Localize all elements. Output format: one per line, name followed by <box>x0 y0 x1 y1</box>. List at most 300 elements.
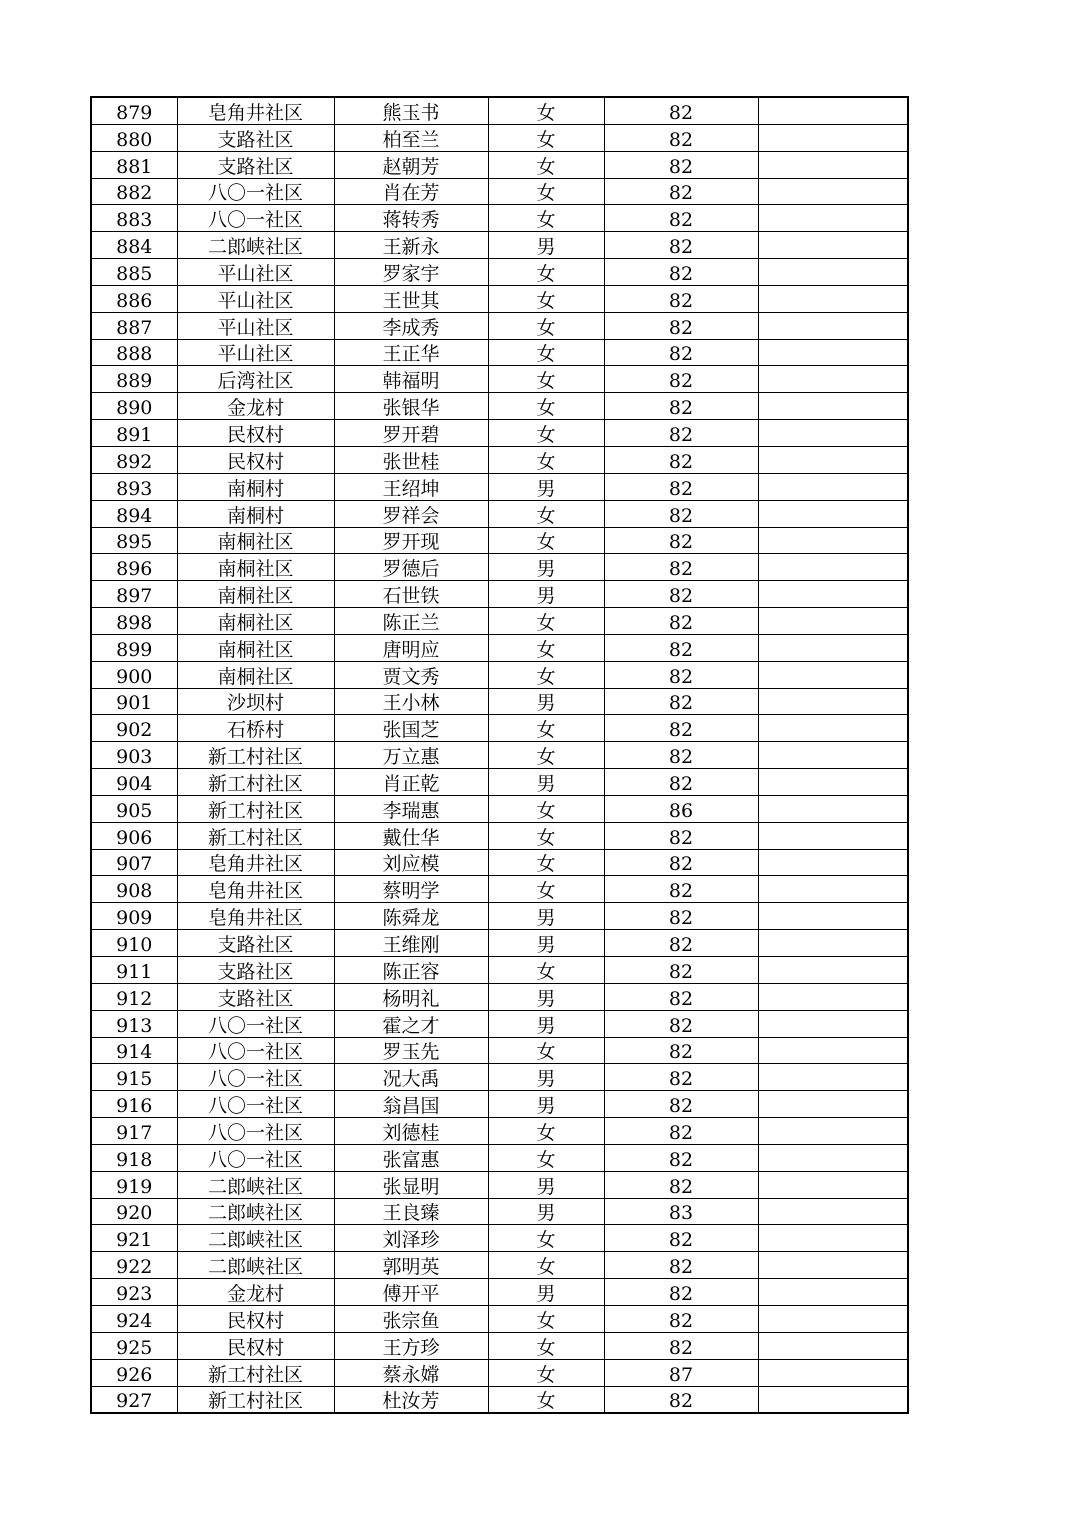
age-cell: 82 <box>604 930 758 957</box>
community-cell: 沙坝村 <box>177 688 334 715</box>
table-row <box>91 903 908 930</box>
age-cell: 82 <box>604 554 758 581</box>
name-cell: 王新永 <box>334 232 488 259</box>
gender-cell: 男 <box>488 1279 604 1306</box>
table-row <box>91 312 908 339</box>
name-cell: 蔡明学 <box>334 876 488 903</box>
note-cell <box>758 1144 908 1171</box>
row-number-cell: 883 <box>91 205 177 232</box>
community-cell: 南桐社区 <box>177 581 334 608</box>
row-number-cell: 926 <box>91 1359 177 1386</box>
age-cell: 82 <box>604 983 758 1010</box>
note-cell <box>758 97 908 124</box>
age-cell: 83 <box>604 1198 758 1225</box>
gender-cell: 女 <box>488 661 604 688</box>
community-cell: 八〇一社区 <box>177 205 334 232</box>
name-cell: 王正华 <box>334 339 488 366</box>
row-number-cell: 881 <box>91 151 177 178</box>
name-cell: 石世铁 <box>334 581 488 608</box>
row-number-cell: 914 <box>91 1037 177 1064</box>
note-cell <box>758 715 908 742</box>
age-cell: 82 <box>604 1252 758 1279</box>
note-cell <box>758 1305 908 1332</box>
name-cell: 王方珍 <box>334 1332 488 1359</box>
table-row <box>91 849 908 876</box>
community-cell: 新工村社区 <box>177 822 334 849</box>
name-cell: 罗开现 <box>334 527 488 554</box>
community-cell: 民权村 <box>177 420 334 447</box>
community-cell: 南桐村 <box>177 473 334 500</box>
community-cell: 皂角井社区 <box>177 849 334 876</box>
note-cell <box>758 178 908 205</box>
name-cell: 张富惠 <box>334 1144 488 1171</box>
row-number-cell: 925 <box>91 1332 177 1359</box>
name-cell: 杜汝芳 <box>334 1386 488 1413</box>
gender-cell: 女 <box>488 849 604 876</box>
table-row <box>91 1198 908 1225</box>
gender-cell: 女 <box>488 957 604 984</box>
gender-cell: 女 <box>488 795 604 822</box>
row-number-cell: 905 <box>91 795 177 822</box>
age-cell: 82 <box>604 822 758 849</box>
age-cell: 82 <box>604 661 758 688</box>
age-cell: 82 <box>604 1386 758 1413</box>
table-row <box>91 608 908 635</box>
table-row <box>91 446 908 473</box>
note-cell <box>758 1037 908 1064</box>
table-row <box>91 1386 908 1413</box>
community-cell: 支路社区 <box>177 983 334 1010</box>
row-number-cell: 893 <box>91 473 177 500</box>
name-cell: 傅开平 <box>334 1279 488 1306</box>
note-cell <box>758 742 908 769</box>
note-cell <box>758 1225 908 1252</box>
row-number-cell: 910 <box>91 930 177 957</box>
gender-cell: 男 <box>488 688 604 715</box>
name-cell: 陈舜龙 <box>334 903 488 930</box>
age-cell: 82 <box>604 634 758 661</box>
table-row <box>91 1305 908 1332</box>
row-number-cell: 896 <box>91 554 177 581</box>
table-row <box>91 554 908 581</box>
note-cell <box>758 1332 908 1359</box>
note-cell <box>758 581 908 608</box>
gender-cell: 女 <box>488 876 604 903</box>
gender-cell: 女 <box>488 446 604 473</box>
community-cell: 后湾社区 <box>177 366 334 393</box>
name-cell: 肖在芳 <box>334 178 488 205</box>
age-cell: 82 <box>604 1144 758 1171</box>
gender-cell: 女 <box>488 339 604 366</box>
row-number-cell: 924 <box>91 1305 177 1332</box>
table-row <box>91 500 908 527</box>
age-cell: 82 <box>604 393 758 420</box>
gender-cell: 男 <box>488 1171 604 1198</box>
note-cell <box>758 151 908 178</box>
note-cell <box>758 527 908 554</box>
table-row <box>91 1332 908 1359</box>
community-cell: 民权村 <box>177 1332 334 1359</box>
row-number-cell: 879 <box>91 97 177 124</box>
age-cell: 82 <box>604 903 758 930</box>
community-cell: 新工村社区 <box>177 795 334 822</box>
community-cell: 平山社区 <box>177 312 334 339</box>
name-cell: 李成秀 <box>334 312 488 339</box>
community-cell: 石桥村 <box>177 715 334 742</box>
community-cell: 平山社区 <box>177 339 334 366</box>
table-row <box>91 1252 908 1279</box>
community-cell: 南桐社区 <box>177 554 334 581</box>
name-cell: 罗开碧 <box>334 420 488 447</box>
name-cell: 张银华 <box>334 393 488 420</box>
community-cell: 八〇一社区 <box>177 1010 334 1037</box>
gender-cell: 女 <box>488 527 604 554</box>
row-number-cell: 909 <box>91 903 177 930</box>
table-row <box>91 957 908 984</box>
table-row <box>91 1144 908 1171</box>
community-cell: 南桐村 <box>177 500 334 527</box>
row-number-cell: 880 <box>91 124 177 151</box>
gender-cell: 女 <box>488 151 604 178</box>
name-cell: 刘应模 <box>334 849 488 876</box>
gender-cell: 男 <box>488 930 604 957</box>
name-cell: 杨明礼 <box>334 983 488 1010</box>
gender-cell: 女 <box>488 500 604 527</box>
age-cell: 82 <box>604 312 758 339</box>
note-cell <box>758 983 908 1010</box>
age-cell: 82 <box>604 232 758 259</box>
gender-cell: 女 <box>488 205 604 232</box>
name-cell: 张世桂 <box>334 446 488 473</box>
age-cell: 82 <box>604 688 758 715</box>
row-number-cell: 891 <box>91 420 177 447</box>
gender-cell: 女 <box>488 608 604 635</box>
gender-cell: 女 <box>488 178 604 205</box>
name-cell: 王维刚 <box>334 930 488 957</box>
age-cell: 82 <box>604 339 758 366</box>
table-row <box>91 983 908 1010</box>
community-cell: 八〇一社区 <box>177 1091 334 1118</box>
row-number-cell: 899 <box>91 634 177 661</box>
table-row <box>91 1359 908 1386</box>
name-cell: 罗祥会 <box>334 500 488 527</box>
name-cell: 戴仕华 <box>334 822 488 849</box>
gender-cell: 男 <box>488 581 604 608</box>
gender-cell: 女 <box>488 1332 604 1359</box>
community-cell: 八〇一社区 <box>177 1144 334 1171</box>
name-cell: 陈正兰 <box>334 608 488 635</box>
note-cell <box>758 1279 908 1306</box>
gender-cell: 女 <box>488 420 604 447</box>
community-cell: 南桐社区 <box>177 608 334 635</box>
table-row <box>91 1037 908 1064</box>
gender-cell: 男 <box>488 1198 604 1225</box>
note-cell <box>758 1198 908 1225</box>
gender-cell: 男 <box>488 554 604 581</box>
community-cell: 支路社区 <box>177 930 334 957</box>
name-cell: 张宗鱼 <box>334 1305 488 1332</box>
age-cell: 82 <box>604 608 758 635</box>
note-cell <box>758 124 908 151</box>
note-cell <box>758 608 908 635</box>
row-number-cell: 889 <box>91 366 177 393</box>
row-number-cell: 895 <box>91 527 177 554</box>
name-cell: 张显明 <box>334 1171 488 1198</box>
age-cell: 82 <box>604 97 758 124</box>
table-row <box>91 742 908 769</box>
gender-cell: 女 <box>488 1118 604 1145</box>
note-cell <box>758 795 908 822</box>
name-cell: 柏至兰 <box>334 124 488 151</box>
note-cell <box>758 1252 908 1279</box>
gender-cell: 男 <box>488 1064 604 1091</box>
name-cell: 罗家宇 <box>334 259 488 286</box>
name-cell: 刘泽珍 <box>334 1225 488 1252</box>
row-number-cell: 892 <box>91 446 177 473</box>
name-cell: 肖正乾 <box>334 769 488 796</box>
gender-cell: 女 <box>488 1359 604 1386</box>
row-number-cell: 885 <box>91 259 177 286</box>
gender-cell: 男 <box>488 983 604 1010</box>
note-cell <box>758 259 908 286</box>
community-cell: 支路社区 <box>177 957 334 984</box>
gender-cell: 女 <box>488 285 604 312</box>
name-cell: 刘德桂 <box>334 1118 488 1145</box>
gender-cell: 男 <box>488 769 604 796</box>
table-row <box>91 661 908 688</box>
row-number-cell: 897 <box>91 581 177 608</box>
age-cell: 82 <box>604 205 758 232</box>
note-cell <box>758 688 908 715</box>
age-cell: 82 <box>604 473 758 500</box>
gender-cell: 女 <box>488 124 604 151</box>
table-row <box>91 178 908 205</box>
table-row <box>91 876 908 903</box>
community-cell: 皂角井社区 <box>177 876 334 903</box>
gender-cell: 女 <box>488 1144 604 1171</box>
name-cell: 蔡永嫦 <box>334 1359 488 1386</box>
community-cell: 平山社区 <box>177 259 334 286</box>
gender-cell: 女 <box>488 1305 604 1332</box>
age-cell: 82 <box>604 581 758 608</box>
gender-cell: 女 <box>488 1225 604 1252</box>
table-row <box>91 97 908 124</box>
row-number-cell: 918 <box>91 1144 177 1171</box>
table-row <box>91 232 908 259</box>
name-cell: 霍之才 <box>334 1010 488 1037</box>
age-cell: 82 <box>604 957 758 984</box>
gender-cell: 女 <box>488 822 604 849</box>
gender-cell: 男 <box>488 232 604 259</box>
community-cell: 平山社区 <box>177 285 334 312</box>
table-row <box>91 205 908 232</box>
table-row <box>91 420 908 447</box>
note-cell <box>758 1118 908 1145</box>
note-cell <box>758 1064 908 1091</box>
name-cell: 罗德后 <box>334 554 488 581</box>
name-cell: 王小林 <box>334 688 488 715</box>
name-cell: 贾文秀 <box>334 661 488 688</box>
row-number-cell: 900 <box>91 661 177 688</box>
note-cell <box>758 312 908 339</box>
name-cell: 陈正容 <box>334 957 488 984</box>
note-cell <box>758 1091 908 1118</box>
row-number-cell: 906 <box>91 822 177 849</box>
table-row <box>91 366 908 393</box>
name-cell: 唐明应 <box>334 634 488 661</box>
age-cell: 82 <box>604 1010 758 1037</box>
note-cell <box>758 1359 908 1386</box>
age-cell: 82 <box>604 178 758 205</box>
note-cell <box>758 500 908 527</box>
table-row <box>91 930 908 957</box>
community-cell: 金龙村 <box>177 1279 334 1306</box>
table-row <box>91 124 908 151</box>
row-number-cell: 916 <box>91 1091 177 1118</box>
age-cell: 82 <box>604 1225 758 1252</box>
community-cell: 新工村社区 <box>177 1359 334 1386</box>
table-row <box>91 259 908 286</box>
name-cell: 蒋转秀 <box>334 205 488 232</box>
note-cell <box>758 769 908 796</box>
table-row <box>91 1225 908 1252</box>
community-cell: 民权村 <box>177 1305 334 1332</box>
table-row <box>91 393 908 420</box>
note-cell <box>758 849 908 876</box>
table-row <box>91 1064 908 1091</box>
table-row <box>91 715 908 742</box>
age-cell: 82 <box>604 1064 758 1091</box>
age-cell: 82 <box>604 715 758 742</box>
note-cell <box>758 1386 908 1413</box>
community-cell: 金龙村 <box>177 393 334 420</box>
row-number-cell: 923 <box>91 1279 177 1306</box>
table-row <box>91 1118 908 1145</box>
table-row <box>91 473 908 500</box>
age-cell: 82 <box>604 769 758 796</box>
age-cell: 82 <box>604 366 758 393</box>
row-number-cell: 912 <box>91 983 177 1010</box>
row-number-cell: 886 <box>91 285 177 312</box>
note-cell <box>758 446 908 473</box>
note-cell <box>758 554 908 581</box>
community-cell: 南桐社区 <box>177 527 334 554</box>
gender-cell: 男 <box>488 473 604 500</box>
note-cell <box>758 1171 908 1198</box>
table-body <box>91 97 908 1413</box>
row-number-cell: 908 <box>91 876 177 903</box>
community-cell: 民权村 <box>177 446 334 473</box>
table-row <box>91 339 908 366</box>
name-cell: 翁昌国 <box>334 1091 488 1118</box>
name-cell: 韩福明 <box>334 366 488 393</box>
elderly-roster-table <box>90 96 909 1414</box>
note-cell <box>758 903 908 930</box>
name-cell: 王世其 <box>334 285 488 312</box>
age-cell: 82 <box>604 124 758 151</box>
gender-cell: 女 <box>488 1037 604 1064</box>
table-row <box>91 527 908 554</box>
note-cell <box>758 393 908 420</box>
row-number-cell: 920 <box>91 1198 177 1225</box>
community-cell: 八〇一社区 <box>177 178 334 205</box>
name-cell: 王绍坤 <box>334 473 488 500</box>
row-number-cell: 882 <box>91 178 177 205</box>
gender-cell: 男 <box>488 1010 604 1037</box>
age-cell: 82 <box>604 151 758 178</box>
community-cell: 新工村社区 <box>177 769 334 796</box>
community-cell: 新工村社区 <box>177 742 334 769</box>
community-cell: 八〇一社区 <box>177 1064 334 1091</box>
gender-cell: 女 <box>488 312 604 339</box>
community-cell: 新工村社区 <box>177 1386 334 1413</box>
row-number-cell: 904 <box>91 769 177 796</box>
note-cell <box>758 205 908 232</box>
table-row <box>91 581 908 608</box>
row-number-cell: 890 <box>91 393 177 420</box>
note-cell <box>758 285 908 312</box>
community-cell: 八〇一社区 <box>177 1037 334 1064</box>
community-cell: 二郎峡社区 <box>177 1225 334 1252</box>
community-cell: 南桐社区 <box>177 661 334 688</box>
community-cell: 二郎峡社区 <box>177 1198 334 1225</box>
note-cell <box>758 661 908 688</box>
age-cell: 82 <box>604 849 758 876</box>
age-cell: 82 <box>604 1037 758 1064</box>
community-cell: 皂角井社区 <box>177 903 334 930</box>
age-cell: 82 <box>604 1305 758 1332</box>
name-cell: 郭明英 <box>334 1252 488 1279</box>
age-cell: 82 <box>604 1091 758 1118</box>
name-cell: 罗玉先 <box>334 1037 488 1064</box>
row-number-cell: 911 <box>91 957 177 984</box>
row-number-cell: 922 <box>91 1252 177 1279</box>
name-cell: 赵朝芳 <box>334 151 488 178</box>
table-row <box>91 285 908 312</box>
row-number-cell: 927 <box>91 1386 177 1413</box>
row-number-cell: 898 <box>91 608 177 635</box>
table-row <box>91 769 908 796</box>
gender-cell: 男 <box>488 1091 604 1118</box>
row-number-cell: 919 <box>91 1171 177 1198</box>
gender-cell: 女 <box>488 366 604 393</box>
note-cell <box>758 339 908 366</box>
note-cell <box>758 1010 908 1037</box>
note-cell <box>758 876 908 903</box>
gender-cell: 女 <box>488 1386 604 1413</box>
age-cell: 82 <box>604 500 758 527</box>
row-number-cell: 907 <box>91 849 177 876</box>
row-number-cell: 888 <box>91 339 177 366</box>
table-row <box>91 795 908 822</box>
community-cell: 南桐社区 <box>177 634 334 661</box>
row-number-cell: 915 <box>91 1064 177 1091</box>
gender-cell: 女 <box>488 634 604 661</box>
table-row <box>91 634 908 661</box>
note-cell <box>758 634 908 661</box>
gender-cell: 女 <box>488 1252 604 1279</box>
note-cell <box>758 420 908 447</box>
age-cell: 86 <box>604 795 758 822</box>
age-cell: 82 <box>604 742 758 769</box>
table-row <box>91 688 908 715</box>
age-cell: 82 <box>604 420 758 447</box>
table-row <box>91 151 908 178</box>
community-cell: 二郎峡社区 <box>177 1252 334 1279</box>
row-number-cell: 901 <box>91 688 177 715</box>
gender-cell: 女 <box>488 715 604 742</box>
age-cell: 87 <box>604 1359 758 1386</box>
